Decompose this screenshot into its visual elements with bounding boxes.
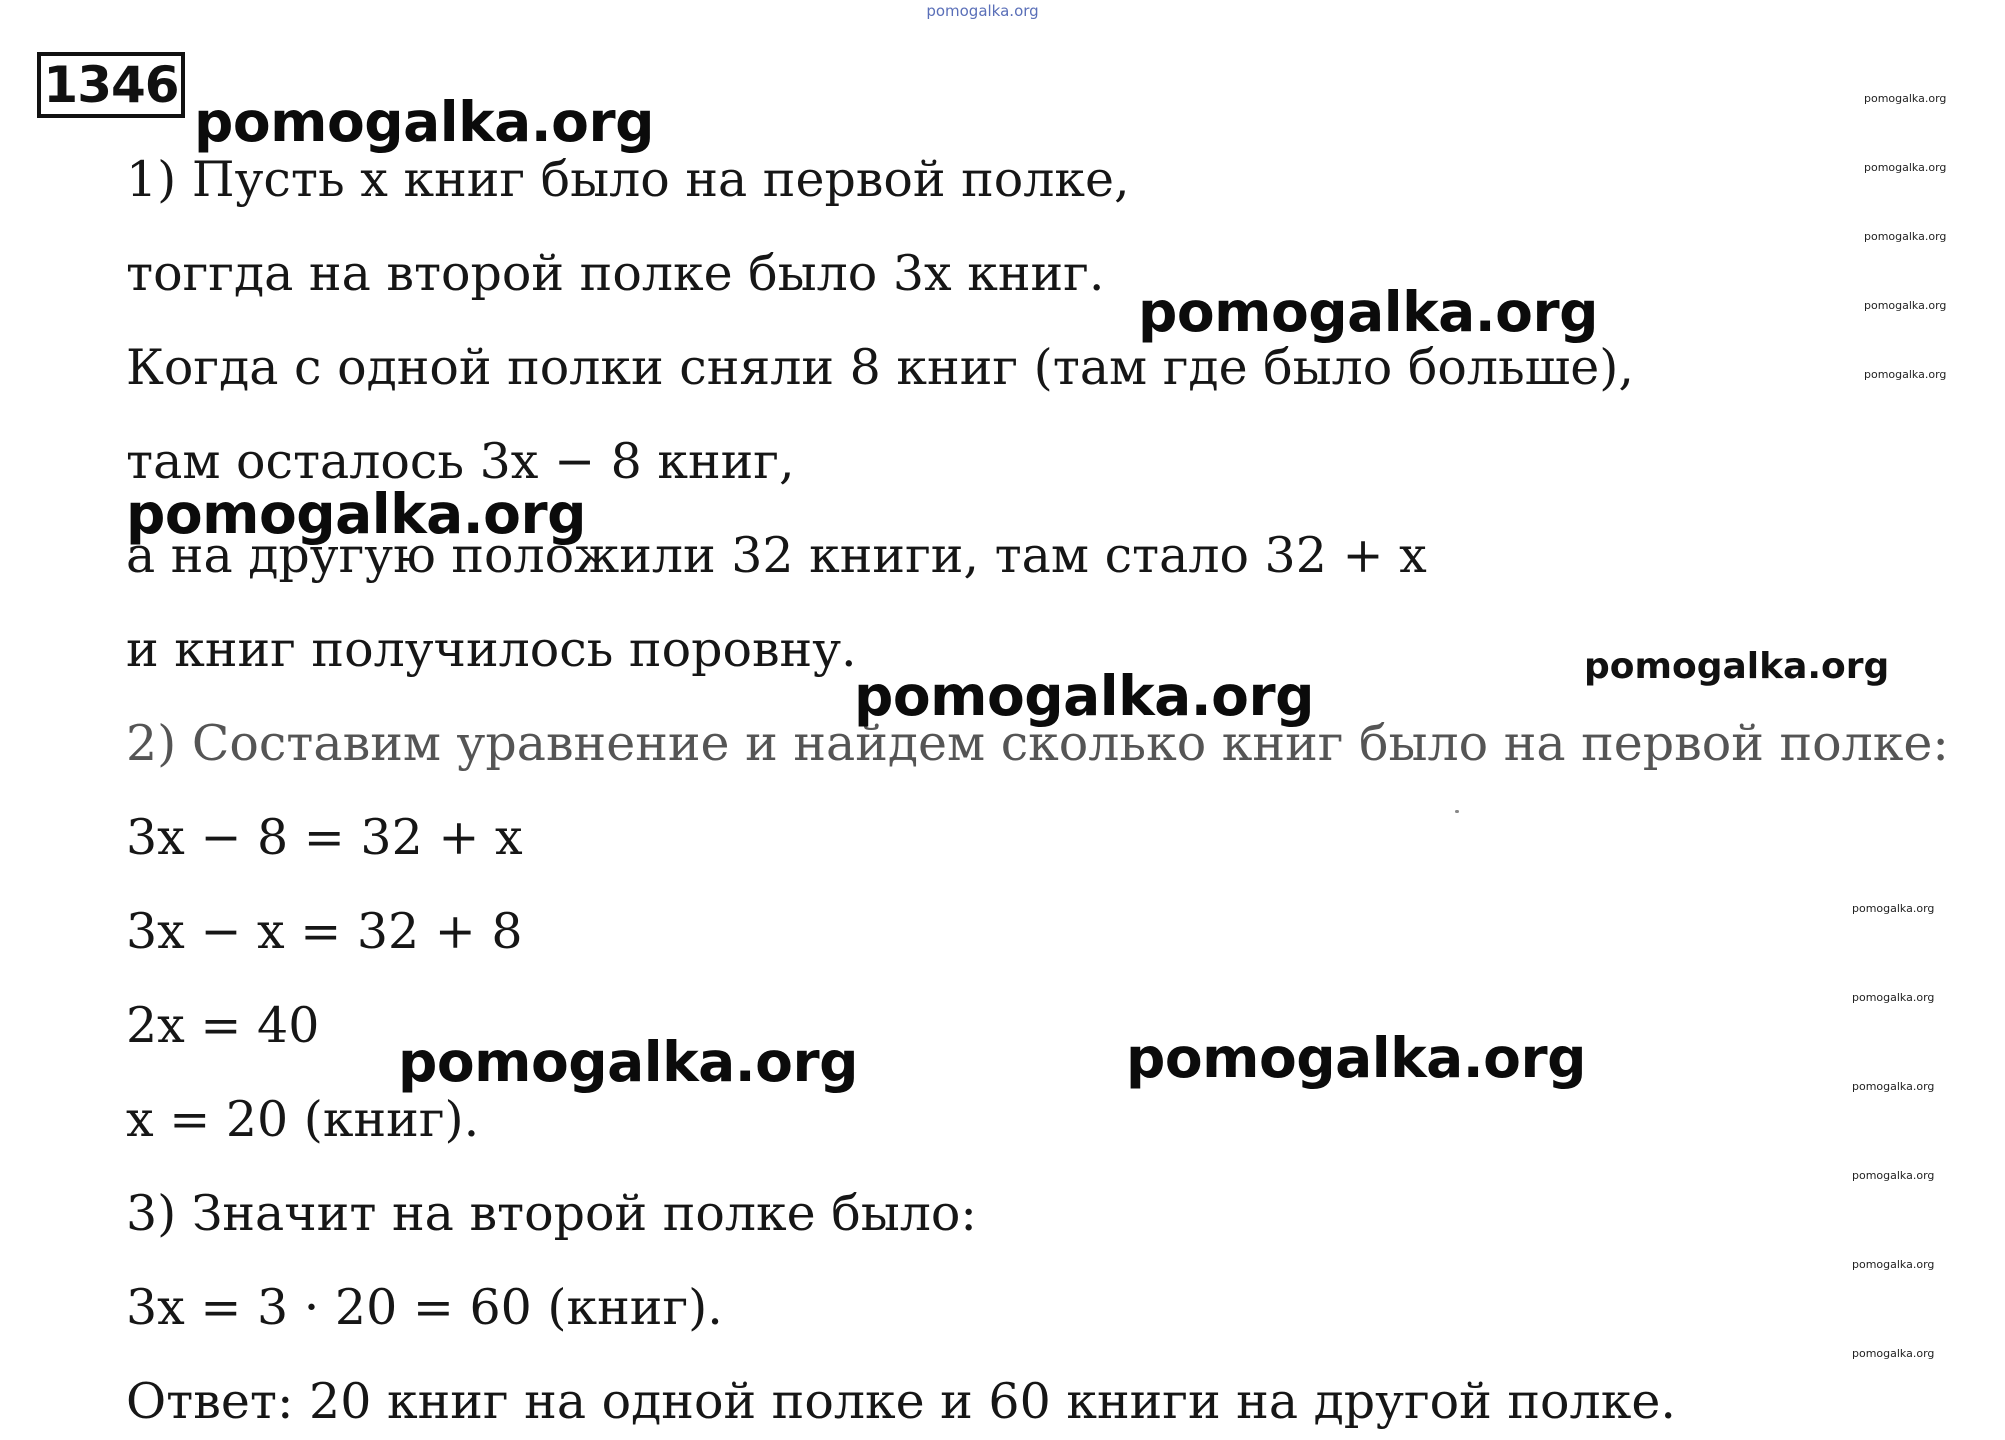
watermark-small-9: pomogalka.org <box>1852 1169 1935 1182</box>
solution-line-2: тоггда на второй полке было 3x книг. <box>126 245 1105 302</box>
solution-line-4: там осталось 3x − 8 книг, <box>126 433 795 490</box>
watermark-large-1: pomogalka.org <box>194 90 654 154</box>
equation-line-3: 2x = 40 <box>126 997 320 1054</box>
watermark-large-6: pomogalka.org <box>1126 1026 1586 1090</box>
top-watermark: pomogalka.org <box>926 2 1039 20</box>
watermark-large-3: pomogalka.org <box>126 482 586 546</box>
watermark-small-4: pomogalka.org <box>1864 299 1947 312</box>
solution-line-6: и книг получилось поровну. <box>126 621 857 678</box>
watermark-small-2: pomogalka.org <box>1864 161 1947 174</box>
equation-line-4: x = 20 (книг). <box>126 1091 480 1148</box>
solution-line-3: Когда с одной полки сняли 8 книг (там где было больше), <box>126 339 1634 396</box>
watermark-medium: pomogalka.org <box>1584 646 1890 687</box>
watermark-small-8: pomogalka.org <box>1852 1080 1935 1093</box>
watermark-small-1: pomogalka.org <box>1864 92 1947 105</box>
equation-line-5: 3x = 3 · 20 = 60 (книг). <box>126 1279 723 1336</box>
watermark-small-7: pomogalka.org <box>1852 991 1935 1004</box>
equation-line-1: 3x − 8 = 32 + x <box>126 809 523 866</box>
watermark-large-4: pomogalka.org <box>854 664 1314 728</box>
watermark-small-10: pomogalka.org <box>1852 1258 1935 1271</box>
watermark-small-3: pomogalka.org <box>1864 230 1947 243</box>
problem-number-box: 1346 <box>37 52 185 118</box>
watermark-small-6: pomogalka.org <box>1852 902 1935 915</box>
solution-line-1: 1) Пусть x книг было на первой полке, <box>126 151 1130 208</box>
watermark-small-11: pomogalka.org <box>1852 1347 1935 1360</box>
scan-artifact <box>1455 810 1459 813</box>
watermark-small-5: pomogalka.org <box>1864 368 1947 381</box>
equation-line-2: 3x − x = 32 + 8 <box>126 903 523 960</box>
answer-line: Ответ: 20 книг на одной полке и 60 книги на другой полке. <box>126 1373 1676 1430</box>
solution-line-5: а на другую положили 32 книги, там стало 32 + x <box>126 527 1427 584</box>
watermark-large-2: pomogalka.org <box>1138 280 1598 344</box>
solution-line-7: 2) Составим уравнение и найдем сколько книг было на первой полке: <box>126 715 1949 772</box>
watermark-large-5: pomogalka.org <box>398 1030 858 1094</box>
solution-line-12: 3) Значит на второй полке было: <box>126 1185 977 1242</box>
